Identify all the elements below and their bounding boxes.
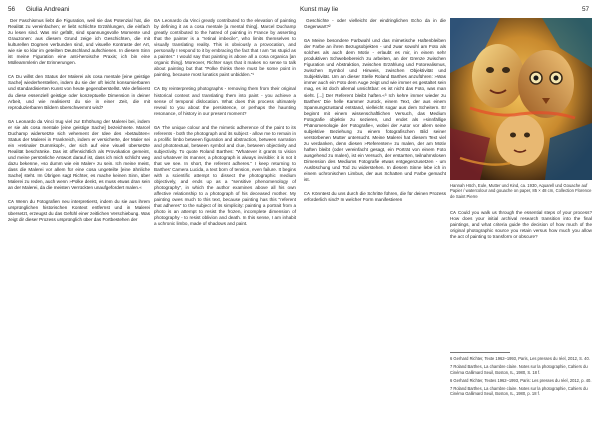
figure-caption: Hannah Höch, Eule, Mutter und Kind, ca. 1930, Aquarell und Gouache auf Papier / watercolour and gouache on paper, 85 × 48 cm, Collection Florence de Saint Pierre [450, 183, 592, 199]
paragraph: Geschichte - oder vielleicht der eindringlichen Echo da in die Gegenwart?² [304, 18, 446, 30]
speaker-tag: GA [8, 118, 15, 124]
speaker-tag: CA [8, 74, 14, 80]
column-german-right [304, 18, 446, 209]
paragraph: CA Wenn du Fotografien neu interpretierst, indem du sie aus ihrem ursprünglichen historischen Kontext entfernst und in Malerei übersetzt, erzeugst du das Gefühl einer zeitlichen Verschiebung. Was zeigt dir dieser Prozess ursprünglich über das Fortbestehen der [8, 199, 150, 223]
column-english-right [450, 210, 592, 246]
footnote: 6 Gerhard Richter, Texte 1962–1993, Paris, Les presses du réel, 2012, S. 40. [450, 356, 590, 361]
speaker-tag: GA [154, 124, 161, 130]
speaker-tag: GA [304, 38, 311, 44]
artwork-image-drawing [450, 18, 592, 180]
paragraph: GA Leonardo da Vinci trug viel zur Erhöhung der Malerei bei, indem er sie als cosa mentale [eine geistige Sache] bezeichnete. Marcel Duchamp widersetzte sich vehement der Idee des »betäubten« Status der Malerei in Frankreich, indem er versicherte, der Maler sei ein »retinaler Dummkopf«, der sich auf eine visuell übersetzte Realität beschränke. Das ist offensichtlich als Provokation gemeint, und meine persönliche Antwort darauf ist, dass ich mich schlicht weg dazu bekenne, »so dumm wie ein Maler« zu sein. Ich meine meist, dass die Malerei vor allem für eine cosa ungeteilte [eine ähnliche Sache] steht. Im Übrigen sagt Richter, es mache keinen Sinn, über Malerei zu reden, auch wenn »Polke denkt, es muss etwas dran sein an der Malerei, da die meisten Verrückten unaufgefordert malen.« [8, 118, 150, 191]
column-english-left [154, 18, 296, 234]
footnote: 6 Gerhard Richter, Textes 1962–1993, Paris: Les presses du réel, 2012, p. 40. [450, 377, 592, 383]
paragraph: CA Du willst den Status der Malerei als cosa mentale [eine geistige Sache] wiederherstellen, indem du sie der oft leicht konsumierbaren und standardisierten Kunst von heute gegenüberstellst. Wie definierst du diese essenziell geistige oder konzeptuelle Dimension in deiner Arbeit, und wie realisierst du sie in einer Zeit, die mit reproduzierbaren Bildern überschwemmt wird? [8, 74, 150, 110]
footnote-divider [450, 352, 510, 353]
right-running-head: Kunst may lie [300, 6, 339, 13]
paragraph: CA Könntest du uns durch die Schritte führen, die für deinen Prozess erforderlich sind? In welcher Form manifestieren [304, 191, 446, 203]
speaker-tag: CA [450, 210, 456, 215]
left-page-number: 56 [8, 6, 16, 13]
artwork-image [450, 18, 592, 180]
footnote: 7 Roland Barthes, La chambre claire. Notes sur la photographie, Cahiers du Cinéma Gallimard Seuil, Boston, IL, 1980, p. 18 f. [450, 386, 588, 397]
footnote: 7 Roland Barthes, La chambre claire. Notes sur la photographie, Cahiers du Cinéma Gallimard Seuil, Boston, IL, 1980, S. 18 f. [450, 364, 588, 375]
footnotes [450, 356, 592, 400]
speaker-tag: CA [8, 199, 14, 205]
column-german-left [8, 18, 150, 229]
paragraph: GA Meine besondere Farbwahl und das mimetische Haftenbleiben der Farbe an ihren Bezugsobjekten - und zwar sowohl am Foto als solches als auch dem Motiv - erlaubt es mir, in einem sehr produktiven Schwebebereich zu arbeiten, an der Grenze zwischen Figuration und Abstraktion, zwischen Erzählung und Fotorealismus, zwischen Symbol und Hinweis, zwischen Objektivität und Subjektivität. Um an dieser Stelle Roland Barthes anzuführen: »Was immer auch ein Foto dem Auge zeigt und wie immer es gestaltet sein mag, es ist doch allemal unsichtbar: es ist nicht das Foto, was man sieht. [...] Der Referent bleibt haften.«³ Ich kehre immer wieder zu Barthes' Die helle Kammer zurück, einem Text, der aus einem Spannungszustand entstand, vielleicht sogar aus dem Scheitern. Er beginnt mit einem wissenschaftlichen Versuch, das Medium Fotografie objektiv zu sezieren, und endet als »sinnfällige Phänomenologie der Fotografie«, wobei der Autor vor allem seine subjektive Beziehung zu einem fotografischen Bild seiner verstorbenen Mutter untersucht. Meine Malerei hat diesem Text viel zu verdanken, denn diesen »Referenten« zu malen, der am Motiv haften bleibt (oder vereinfacht gesagt, ein Porträt von einem Foto ausgehend zu malen), ist ein Versuch, der erstarrten, teilnahmslosen Dimension des Mediums Fotografie etwas entgegenzusetzen - um Auslöschung und Tod zu widerstehen. In diesem Sinne lebe ich in einem uchronischen Limbus, der aus Schatten und Farbe gemacht ist. [304, 38, 446, 183]
paragraph: CA By reinterpreting photographs - removing them from their original historical context and translating them into paint - you achieve a sense of temporal dislocation. What does this process ultimately reveal to you about the persistence, or perhaps the haunting resonance, of history in our present moment? [154, 86, 296, 116]
paragraph: GA Leonardo da Vinci greatly contributed to the elevation of painting by defining it as a cosa mentale [a mental thing]. Marcel Duchamp greatly contributed to the hatred of painting in France by asserting that the painter is a "retinal imbecile", who limits themselves to visually translating reality. This is obviously a provocation, and personally I respond to it by embracing the fact that I am "as stupid as a painter." I would say that painting is above all a cosa organica [an organic thing]. Moreover, Richter says that it makes no sense to talk about painting but that "Polke thinks there must be some point in painting, because most lunatics paint unbidden."¹ [154, 18, 296, 78]
paragraph: CA Could you walk us through the essential steps of your process? How does your initial archival research transition into the final paintings, and what criteria guide the decision of how much of the original photographic source you retain versus how much you allow the act of painting to transform or obscure? [450, 210, 592, 240]
speaker-tag: CA [304, 191, 310, 197]
speaker-tag: GA [154, 18, 161, 23]
left-running-head: Giulia Andreani [26, 6, 70, 13]
paragraph: GA The unique colour and the mimetic adherence of the paint to its referents - both the photograph and its subject - allow me to remain in a prolific limbo between figuration and abstraction, between narration and phototextual, between symbol and clue, between objectivity and subjectivity. To quote Roland Barthes: "Whatever it grants to vision and whatever its manner, a photograph is always invisible: it is not it that we see. In short, the referent adheres." I keep returning to Barthes' Camera Lucida, a text born of tension, even failure. It begins with a scientific attempt to dissect the photographic medium objectively, and ends up as a "sensitive phenomenology of photography", in which the author examines above all his own affective relationship to a photograph of his deceased mother. My painting owes much to this text, because painting has this "referent that adheres" to the subject of its simplicity: painting a portrait from a photo is an attempt to resist the frozen, incomplete dimension of photography - to resist oblivion and death. In this sense, I am inhabit a uchronic limbo, made of shadows and paint. [154, 124, 296, 227]
paragraph: Der Faschismus liebt die Figuration, weil sie das Potenzial hat, die Realität zu vereinfachen; er liebt schlichte Erzählungen, die einfach zu lesen sind. Was mir gefällt, sind spannungsvolle Momente und Grauzonen: aus diesem Grund zeige ich Geschichten, die mit kulturellen Dogmen verbunden sind, und visuelle Kontraste der Art, wie sie so klar im geteilten Deutschland aufschienen. In diesem Sinn ist meine Figuration eine anti-heroische Praxis; ich bin eine Mülleammlerin der Erinnerungen. [8, 18, 150, 66]
right-page-number: 57 [582, 6, 590, 13]
speaker-tag: CA [154, 86, 160, 92]
